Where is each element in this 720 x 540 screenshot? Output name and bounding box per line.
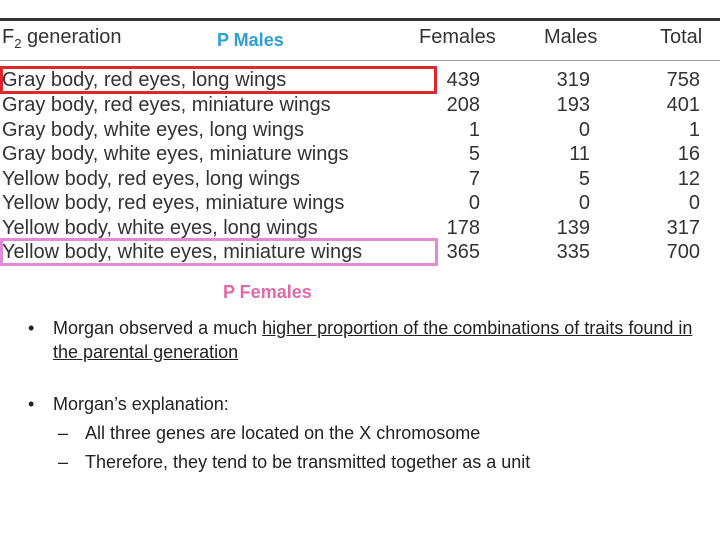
bullet-observation xyxy=(28,316,708,364)
row-label: Gray body, red eyes, miniature wings xyxy=(2,94,331,116)
row-males: 319 xyxy=(556,69,590,91)
bullet-dot-icon: • xyxy=(28,394,35,414)
row-total: 758 xyxy=(666,69,700,91)
sub-bullet-x-chromosome-text: All three genes are located on the X chromosome xyxy=(85,423,481,443)
row-total: 317 xyxy=(666,217,700,239)
row-females: 178 xyxy=(446,217,480,239)
row-total: 401 xyxy=(666,94,700,116)
row-females: 5 xyxy=(468,143,480,165)
sub-bullet-transmitted-together-text: Therefore, they tend to be transmitted together as a unit xyxy=(85,452,531,472)
bullet-observation-text: Morgan observed a much xyxy=(53,318,263,338)
sub-bullet-x-chromosome xyxy=(28,421,708,445)
row-label: Yellow body, red eyes, long wings xyxy=(2,168,300,190)
row-label: Gray body, red eyes, long wings xyxy=(2,69,287,91)
row-females: 1 xyxy=(468,119,480,141)
dash-icon: – xyxy=(58,423,69,443)
row-label: Yellow body, white eyes, miniature wings xyxy=(2,241,363,263)
row-label: Gray body, white eyes, long wings xyxy=(2,119,305,141)
bullet-list xyxy=(28,316,708,474)
bullet-explanation xyxy=(28,392,708,416)
row-males: 139 xyxy=(556,217,590,239)
p-males-annotation: P Males xyxy=(217,30,284,50)
dash-icon: – xyxy=(58,452,69,472)
row-total: 700 xyxy=(666,241,700,263)
bullet-observation-underlined: higher proportion of the combinations of traits found in the parental generation xyxy=(53,318,693,362)
table-row xyxy=(0,94,720,118)
bullet-explanation-text: Morgan’s explanation: xyxy=(53,394,229,414)
table-row xyxy=(0,192,720,216)
p-females-annotation: P Females xyxy=(223,282,312,302)
table-header-generation: $F_2$ generation xyxy=(2,26,122,51)
row-females: 0 xyxy=(468,192,480,214)
table-row xyxy=(0,168,720,192)
table-header-rule xyxy=(0,60,720,61)
row-label: Gray body, white eyes, miniature wings xyxy=(2,143,349,165)
row-label: Yellow body, white eyes, long wings xyxy=(2,217,318,239)
row-label: Yellow body, red eyes, miniature wings xyxy=(2,192,345,214)
table-row xyxy=(0,143,720,167)
row-total: 12 xyxy=(677,168,700,190)
row-females: 7 xyxy=(468,168,480,190)
table-top-rule xyxy=(0,18,720,21)
row-females: 208 xyxy=(446,94,480,116)
table-header-males: Males xyxy=(544,26,598,48)
row-males: 5 xyxy=(578,168,590,190)
row-total: 0 xyxy=(688,192,700,214)
row-females: 439 xyxy=(446,69,480,91)
sub-bullet-transmitted-together xyxy=(28,450,708,474)
table-row xyxy=(0,119,720,143)
table-header-total: Total xyxy=(660,26,703,48)
row-males: 0 xyxy=(578,192,590,214)
table-header-females: Females xyxy=(419,26,496,48)
row-total: 16 xyxy=(677,143,700,165)
parental-male-highlight-box xyxy=(0,66,437,94)
row-males: 193 xyxy=(556,94,590,116)
bullet-dot-icon: • xyxy=(28,318,35,338)
row-males: 335 xyxy=(556,241,590,263)
row-total: 1 xyxy=(688,119,700,141)
row-males: 11 xyxy=(569,143,590,165)
row-females: 365 xyxy=(446,241,480,263)
parental-female-highlight-box xyxy=(0,238,438,266)
row-males: 0 xyxy=(578,119,590,141)
